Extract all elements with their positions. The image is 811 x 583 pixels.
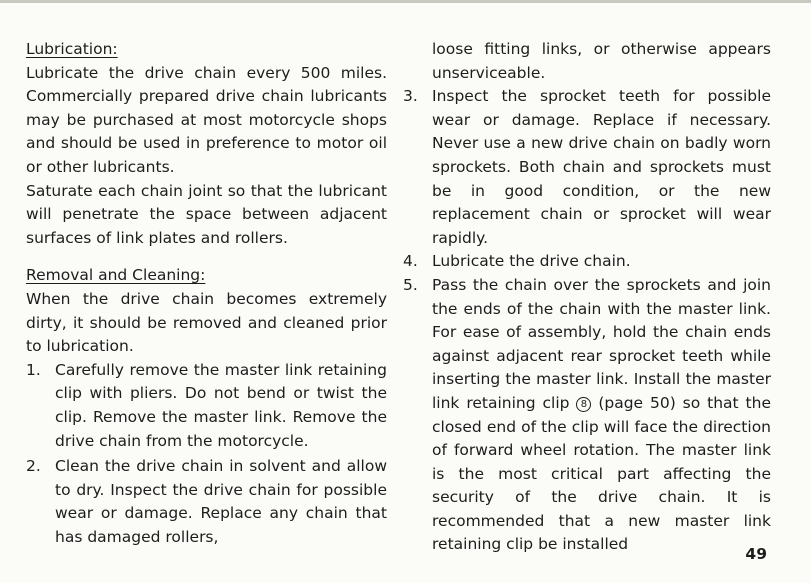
step-3-number: 3.: [403, 87, 418, 106]
removal-heading: Removal and Cleaning:: [26, 266, 206, 285]
step-5-text-after: (page 50) so that the closed end of the clip will face the direction of forward wheel rotation. The master link is the most critical part affecting the security of the drive chain. It is recommended that a new master link retaining clip be installed: [432, 393, 771, 554]
lubrication-heading: Lubrication:: [26, 40, 118, 58]
step-3: [403, 85, 771, 250]
step-3-text: Inspect the sprocket teeth for possible wear or damage. Replace if necessary. Never use a new drive chain on badly worn sprockets. Both chain and sprockets must be in good condition, or the new replacement chain or sprocket will wear rapidly.: [432, 87, 771, 247]
step-5-text-before: Pass the chain over the sprockets and join the ends of the chain with the master link. For ease of assembly, hold the chain ends against adjacent rear sprocket teeth while inserting the master link. Install the master link retaining clip: [432, 275, 771, 412]
step-4: [403, 250, 771, 274]
step-4-text: Lubricate the drive chain.: [432, 252, 631, 271]
lubrication-paragraph-2: Saturate each chain joint so that the lubricant will penetrate the space between adjacent surfaces of link plates and rollers.: [26, 181, 387, 247]
right-column: [403, 38, 771, 557]
step-2-continuation: loose fitting links, or otherwise appears unserviceable.: [432, 40, 771, 82]
step-2: [26, 455, 387, 549]
step-5-number: 5.: [403, 275, 418, 294]
page-number: 49: [745, 545, 767, 563]
step-1-number: 1.: [26, 360, 41, 379]
step-1: [26, 359, 387, 453]
step-5: [403, 274, 771, 557]
section-spacer: [26, 250, 387, 264]
step-1-text: Carefully remove the master link retaining clip with pliers. Do not bend or twist the clip. Remove the master link. Remove the drive chain from the motorcycle.: [55, 360, 387, 450]
top-border: [0, 0, 811, 3]
step-2-text: Clean the drive chain in solvent and allow to dry. Inspect the drive chain for possible wear or damage. Replace any chain that has damaged rollers,: [55, 457, 387, 546]
removal-intro: When the drive chain becomes extremely dirty, it should be removed and cleaned prior to lubrication.: [26, 289, 387, 356]
step-2-number: 2.: [26, 457, 41, 476]
left-column: [26, 38, 387, 549]
lubrication-paragraph-1: Lubricate the drive chain every 500 miles. Commercially prepared drive chain lubricants may be purchased at most motorcycle shops and should be used in preference to motor oil or other lubricants.: [26, 63, 387, 176]
callout-number-icon: 8: [576, 397, 591, 412]
step-4-number: 4.: [403, 252, 418, 271]
